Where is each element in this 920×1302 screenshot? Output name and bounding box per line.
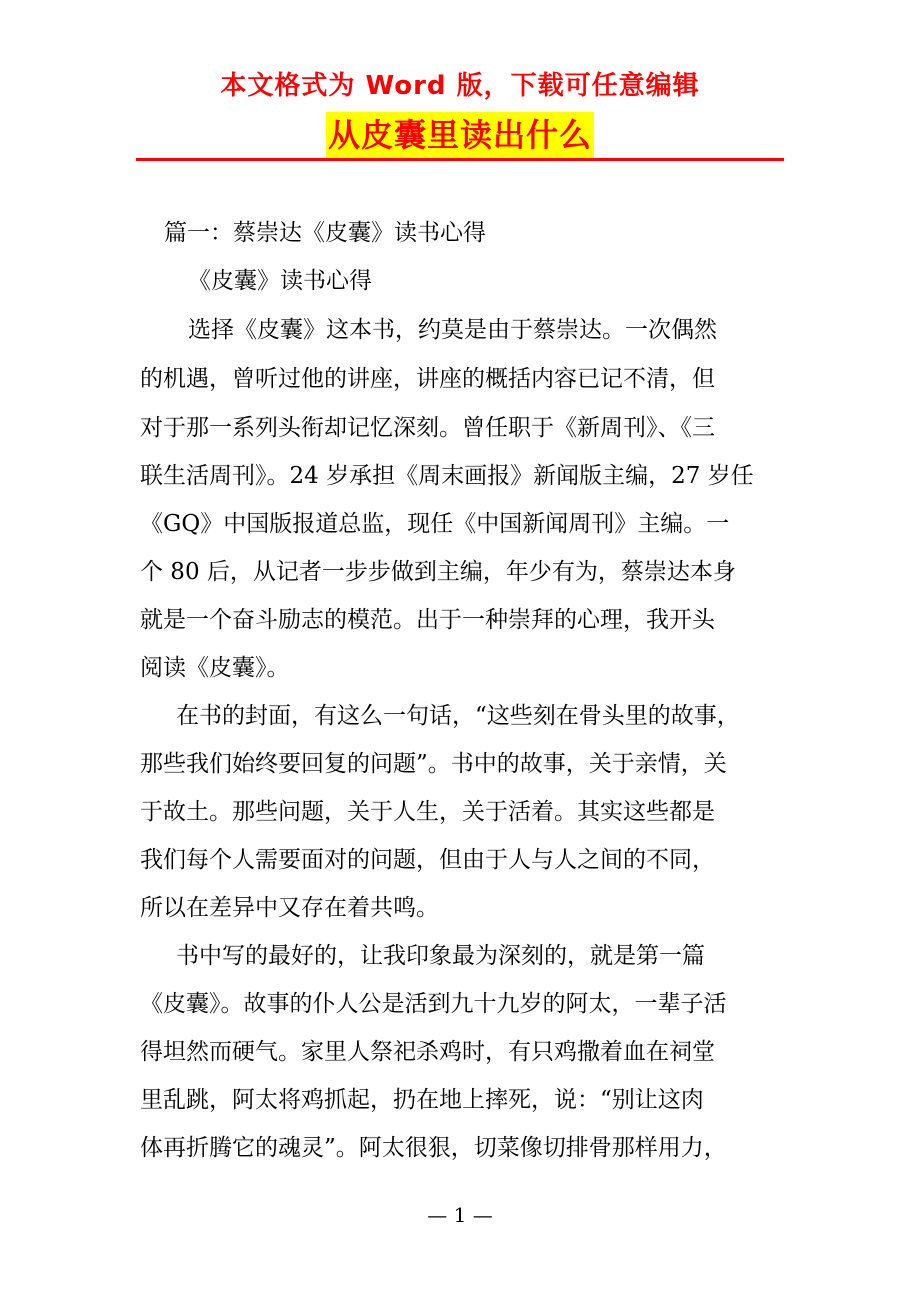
paragraph-line: 在书的封面，有这么一句话，“这些刻在骨头里的故事， <box>176 703 740 729</box>
paragraph-line: 所以在差异中又存在着共鸣。 <box>140 895 439 921</box>
paragraph-line: 选择《皮囊》这本书，约莫是由于蔡崇达。一次偶然 <box>188 317 717 343</box>
subheading: 《皮囊》读书心得 <box>188 268 372 294</box>
paragraph-line: 阅读《皮囊》。 <box>140 655 290 681</box>
page-number: — 1 — <box>427 1203 493 1227</box>
paragraph-line: 个 80 后，从记者一步步做到主编，年少有为，蔡崇达本身 <box>140 559 736 585</box>
paragraph-line: 的机遇，曾听过他的讲座，讲座的概括内容已记不清，但 <box>140 366 715 392</box>
section-heading: 篇一：蔡崇达《皮囊》读书心得 <box>164 220 486 246</box>
paragraph-line: 我们每个人需要面对的问题，但由于人与人之间的不同， <box>140 847 715 873</box>
title-divider <box>136 158 784 161</box>
format-notice-banner: 本文格式为 Word 版，下载可任意编辑 <box>220 71 700 101</box>
paragraph-line: 就是一个奋斗励志的模范。出于一种崇拜的心理，我开头 <box>140 607 715 633</box>
paragraph-line: 联生活周刊》。24 岁承担《周末画报》新闻版主编，27 岁任 <box>140 463 754 489</box>
paragraph-line: 书中写的最好的，让我印象最为深刻的，就是第一篇 <box>176 943 705 969</box>
paragraph-line: 体再折腾它的魂灵”。阿太很狠，切菜像切排骨那样用力， <box>140 1135 727 1161</box>
paragraph-line: 得坦然而硬气。家里人祭祀杀鸡时，有只鸡撒着血在祠堂 <box>140 1039 715 1065</box>
paragraph-line: 对于那一系列头衔却记忆深刻。曾任职于《新周刊》、《三 <box>140 415 715 441</box>
paragraph-line: 于故土。那些问题，关于人生，关于活着。其实这些都是 <box>140 799 715 825</box>
paragraph-line: 《皮囊》。故事的仆人公是活到九十九岁的阿太，一辈子活 <box>140 991 727 1017</box>
paragraph-line: 《GQ》中国版报道总监，现任《中国新闻周刊》主编。一 <box>140 511 730 537</box>
title-container <box>0 112 920 158</box>
document-title: 从皮囊里读出什么 <box>326 112 594 158</box>
paragraph-line: 里乱跳，阿太将鸡抓起，扔在地上摔死，说：“别让这肉 <box>140 1087 704 1113</box>
paragraph-line: 那些我们始终要回复的问题”。书中的故事，关于亲情，关 <box>140 751 727 777</box>
